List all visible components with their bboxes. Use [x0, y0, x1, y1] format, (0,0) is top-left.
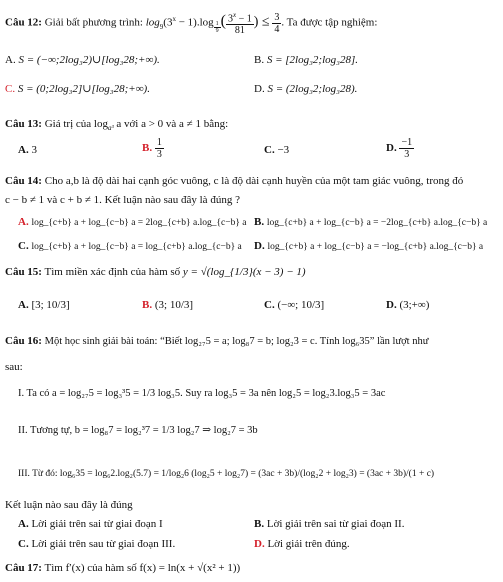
q15-b-text: (3; 10/3] — [154, 299, 194, 311]
q15-option-b[interactable] — [142, 298, 193, 312]
q14-line1: Cho a,b là độ dài hai cạnh góc vuông, c là độ dài cạnh huyền của một tam giác vuông, trong đó — [41, 175, 464, 187]
q12-fd: 81 — [234, 25, 245, 37]
q13-d-letter: D. — [386, 142, 397, 155]
q12-rd: 4 — [274, 23, 280, 35]
q16-b-letter: B. — [254, 518, 265, 530]
q13-d-den: 3 — [404, 149, 410, 160]
q15-stem — [5, 265, 306, 279]
q16-option-c[interactable] — [18, 537, 175, 551]
q13-stem — [5, 117, 228, 135]
q17-label: Câu 17: — [5, 562, 42, 574]
q14-label: Câu 14: — [5, 175, 42, 187]
q14-option-b[interactable] — [254, 215, 487, 230]
q16-option-d[interactable] — [254, 537, 350, 551]
q12-rn: 3 — [274, 11, 280, 23]
q16-conclusion-text: Kết luận nào sau đây là đúng — [5, 499, 133, 511]
q12-d-letter: D. — [254, 83, 265, 95]
q13-option-d[interactable] — [386, 137, 414, 160]
q12-after: . Ta được tập nghiệm: — [281, 16, 378, 29]
q15-d-letter: D. — [386, 299, 397, 311]
q16-step-3 — [18, 466, 434, 481]
q12-option-d[interactable] — [254, 82, 357, 96]
q14-b-text: log_{c+b} a + log_{c−b} a = −2log_{c+b} a.log_{c−b} a — [266, 218, 488, 228]
q12-stem: Câu 12: Giải bất phương trình: $\log_9(3^x - 1).\log$ $_{\frac{1}{9}}$ ( $\frac{3^x - 1}{81}$ ) ≤ $\frac{3}{4}$ . Ta được tập nghiệm: — [5, 11, 378, 37]
q17-stem — [5, 561, 240, 575]
q13-option-c[interactable] — [264, 143, 289, 157]
q16-step-2 — [18, 423, 258, 438]
q12-d-text: S = (2log₃2;log₃28). — [267, 83, 358, 95]
q13-b-letter: B. — [142, 142, 153, 155]
q12-a-text: S = (−∞;2log₃2)∪[log₃28;+∞). — [18, 54, 160, 66]
q12-fnt: − 1 — [236, 13, 252, 25]
q15-c-letter: C. — [264, 299, 275, 311]
q14-a-letter: A. — [18, 216, 29, 228]
q12-base9: 9 — [159, 22, 164, 31]
q16-option-a[interactable] — [18, 517, 163, 531]
q12-po: ( — [220, 12, 226, 30]
q12-option-b[interactable] — [254, 53, 358, 67]
q12-fn: 3 — [227, 13, 233, 25]
q14-stem-1 — [5, 174, 463, 188]
q13-b-num: 1 — [156, 137, 162, 148]
q15-c-text: (−∞; 10/3] — [277, 299, 325, 311]
q12-pc: ) ≤ — [253, 14, 270, 30]
q13-a-letter: A. — [18, 144, 29, 156]
q16-c-letter: C. — [18, 538, 29, 550]
q15-a-text: [3; 10/3] — [31, 299, 70, 311]
q13-stem-b: a với a > 0 và a ≠ 1 bằng: — [113, 118, 229, 130]
q12-label: Câu 12: — [5, 16, 42, 29]
q13-c-letter: C. — [264, 144, 275, 156]
q16-line2: sau: — [5, 361, 23, 373]
q16-step2-text: II. Tương tự, b = log₈7 = log₂³7 = 1/3 log₂7 ⇒ log₂7 = 3b — [18, 425, 258, 436]
q16-option-b[interactable] — [254, 517, 404, 531]
q16-step-1 — [18, 386, 385, 401]
q16-step1-text: I. Ta có a = log₂₇5 = log₃³5 = 1/3 log₃5. Suy ra log₃5 = 3a nên log₂5 = log₂3.log₃5 = 3ac — [18, 388, 386, 399]
q16-label: Câu 16: — [5, 335, 42, 347]
q13-option-a[interactable] — [18, 143, 37, 157]
q14-a-text: log_{c+b} a + log_{c−b} a = 2log_{c+b} a.log_{c−b} a — [31, 218, 247, 228]
q13-a-text: 3 — [31, 144, 37, 156]
q15-stem-text: Tìm miền xác định của hàm số — [41, 266, 181, 278]
q12-stem-text: Giải bất phương trình: — [41, 16, 143, 29]
q13-label: Câu 13: — [5, 118, 42, 130]
q12-arg1end: − 1).log — [175, 16, 214, 29]
q14-b-letter: B. — [254, 216, 265, 228]
q12-powx: x — [172, 15, 176, 24]
q16-line1: Một học sinh giải bài toán: “Biết log₂₇5 = a; log₈7 = b; log₂3 = c. Tính log₆35” lần lượt như — [41, 336, 429, 347]
q15-b-letter: B. — [142, 299, 153, 311]
q16-stem-1 — [5, 334, 428, 349]
q12-arg1: (3 — [163, 16, 173, 29]
q16-a-text: Lời giải trên sai từ giai đoạn I — [31, 518, 163, 530]
q16-b-text: Lời giải trên sai từ giai đoạn II. — [266, 518, 405, 530]
q15-func: y = √(log_{1/3}(x − 3) − 1) — [182, 266, 306, 278]
q15-option-a[interactable] — [18, 298, 70, 312]
q17-stem-text: Tìm f′(x) của hàm số f(x) = ln(x + √(x² + 1)) — [41, 562, 241, 574]
q14-c-letter: C. — [18, 240, 29, 252]
q16-conclusion — [5, 498, 133, 512]
q14-stem-2 — [5, 193, 240, 207]
q13-b-den: 3 — [156, 149, 162, 160]
q12-c-letter: C. — [5, 83, 16, 95]
q13-d-num: −1 — [401, 137, 413, 148]
q14-d-text: log_{c+b} a + log_{c−b} a = −log_{c+b} a.log_{c−b} a — [267, 242, 484, 252]
q15-option-c[interactable] — [264, 298, 324, 312]
q13-stem-a: Giá trị của log — [41, 118, 108, 130]
q12-a-letter: A. — [5, 54, 16, 66]
q13-option-b[interactable] — [142, 137, 164, 160]
q12-option-a[interactable] — [5, 53, 160, 67]
q16-d-letter: D. — [254, 538, 265, 550]
q14-d-letter: D. — [254, 240, 265, 252]
q16-a-letter: A. — [18, 518, 29, 530]
q15-a-letter: A. — [18, 299, 29, 311]
q12-b19d: 9 — [215, 27, 219, 34]
q15-d-text: (3;+∞) — [399, 299, 430, 311]
q16-stem-2 — [5, 360, 23, 374]
q12-b-letter: B. — [254, 54, 265, 66]
q14-option-c[interactable] — [18, 239, 242, 254]
q15-label: Câu 15: — [5, 266, 42, 278]
q15-option-d[interactable] — [386, 298, 429, 312]
q12-b-text: S = [2log₃2;log₃28]. — [266, 54, 359, 66]
q12-option-c[interactable] — [5, 82, 150, 96]
q14-line2: c − b ≠ 1 và c + b ≠ 1. Kết luận nào sau đây là đúng ? — [5, 194, 240, 206]
q12-c-text: S = (0;2log₃2]∪[log₃28;+∞). — [17, 83, 150, 95]
q12-log: log — [145, 16, 160, 29]
q14-option-a[interactable] — [18, 215, 247, 230]
q13-c-text: −3 — [277, 144, 290, 156]
q16-step3-text: III. Từ đó: log₆35 = log₆2.log₂(5.7) = 1/log₂6 (log₂5 + log₂7) = (3ac + 3b)/(log₂2 + log₂3) = (3ac + 3b)/(1 + c) — [18, 469, 435, 479]
q16-c-text: Lời giải trên sau từ giai đoạn III. — [31, 538, 176, 550]
q13-stem-sub: a³ — [107, 124, 114, 133]
q16-d-text: Lời giải trên đúng. — [267, 538, 350, 550]
q12-b19n: 1 — [215, 20, 219, 27]
q14-c-text: log_{c+b} a + log_{c−b} a = log_{c+b} a.log_{c−b} a — [31, 242, 242, 252]
q14-option-d[interactable] — [254, 239, 483, 254]
